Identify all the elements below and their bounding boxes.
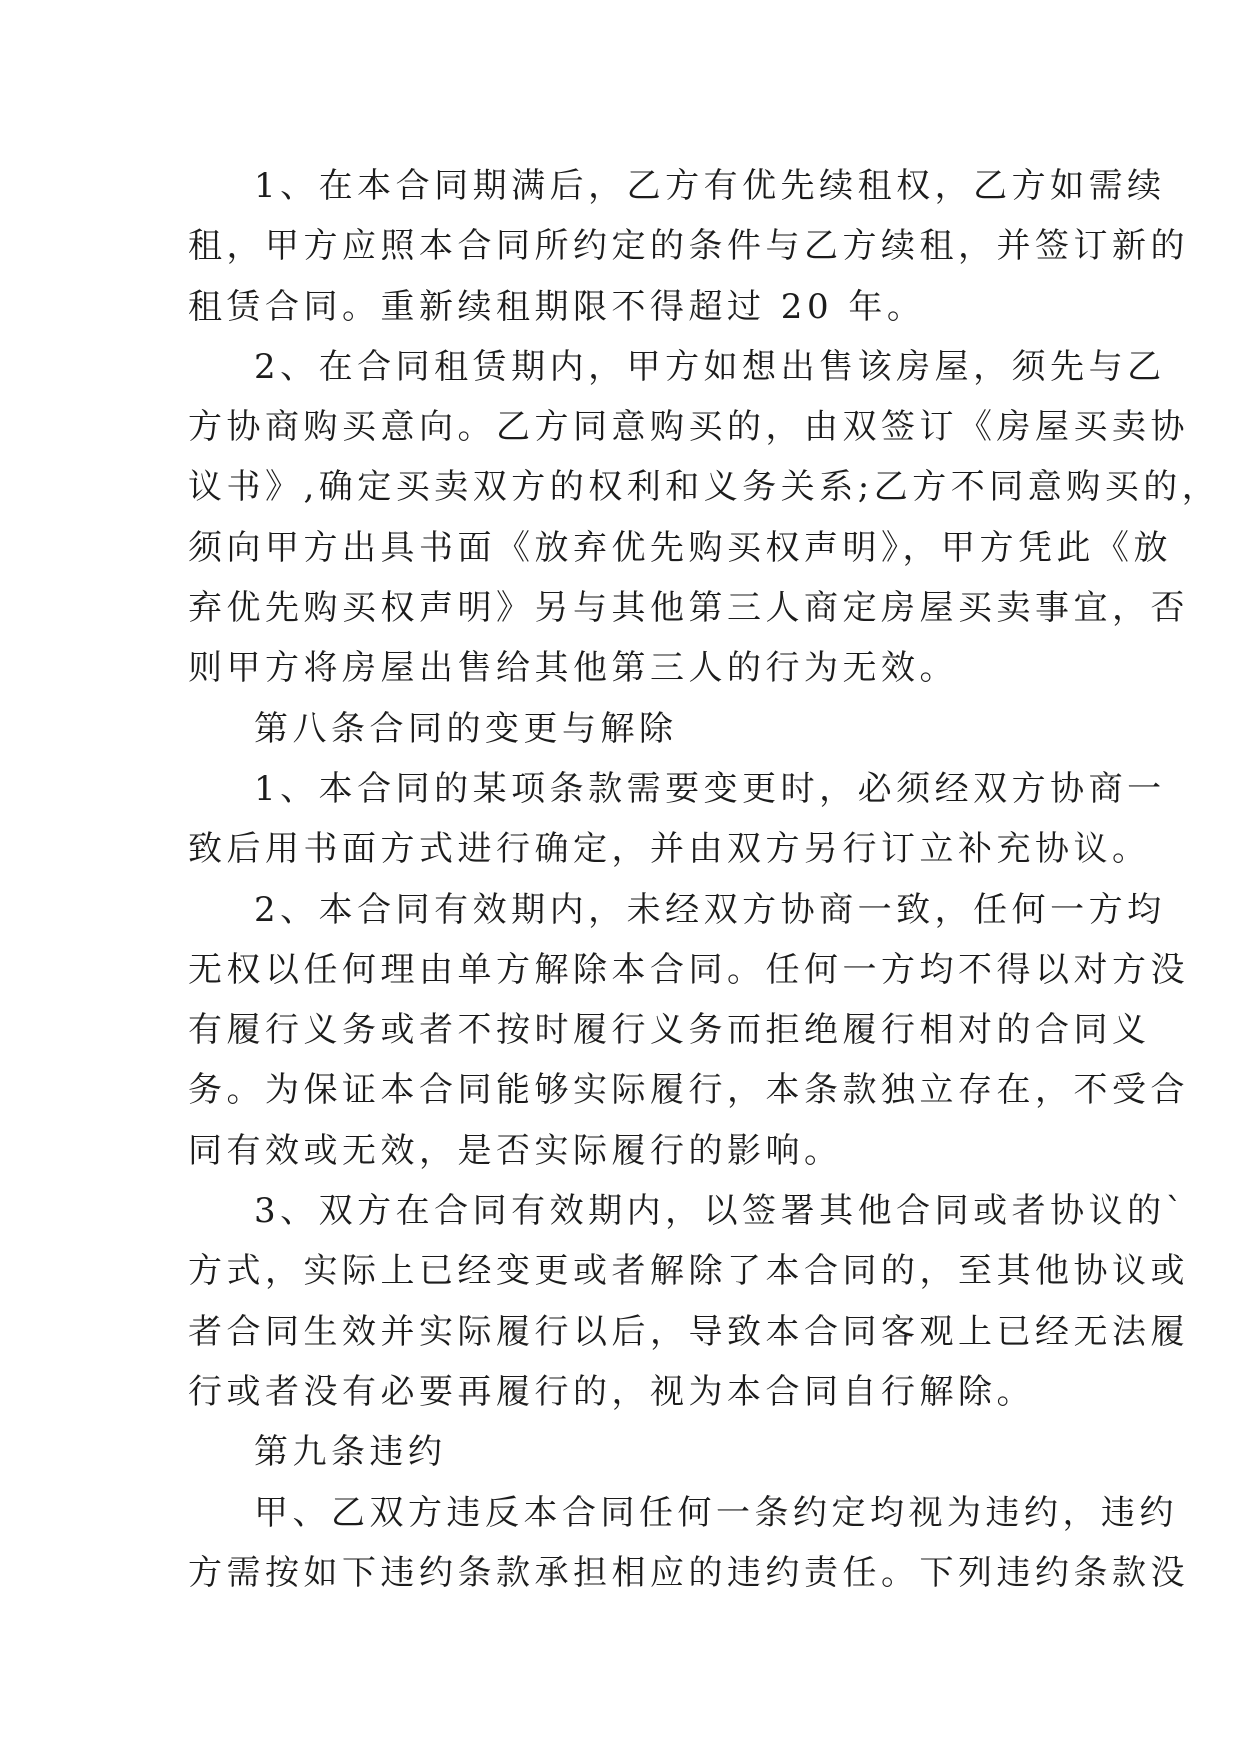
text-line: 方需按如下违约条款承担相应的违约责任。下列违约条款没: [188, 1552, 1189, 1593]
text-line: 无权以任何理由单方解除本合同。任何一方均不得以对方没: [188, 949, 1189, 990]
text-line: 租，甲方应照本合同所约定的条件与乙方续租，并签订新的: [188, 226, 1189, 267]
document-body: [188, 156, 1221, 1603]
text-line: 行或者没有必要再履行的，视为本合同自行解除。: [188, 1371, 1035, 1412]
text-line: 2、在合同租赁期内，甲方如想出售该房屋，须先与乙: [254, 346, 1166, 387]
text-line: 同有效或无效，是否实际履行的影响。: [188, 1130, 843, 1171]
text-line: 须向甲方出具书面《放弃优先购买权声明》，甲方凭此《放: [188, 527, 1172, 568]
text-line: 务。为保证本合同能够实际履行，本条款独立存在，不受合: [188, 1070, 1189, 1111]
text-line: 弃优先购买权声明》另与其他第三人商定房屋买卖事宜，否: [188, 588, 1189, 629]
text-line: 1、本合同的某项条款需要变更时，必须经双方协商一: [254, 768, 1166, 809]
text-line: 1、在本合同期满后，乙方有优先续租权，乙方如需续: [254, 166, 1166, 206]
text-line: 方式，实际上已经变更或者解除了本合同的，至其他协议或: [188, 1251, 1189, 1292]
text-line: 2、本合同有效期内，未经双方协商一致，任何一方均: [254, 889, 1166, 930]
text-line: 方协商购买意向。乙方同意购买的，由双签订《房屋买卖协: [188, 407, 1189, 448]
text-line: 有履行义务或者不按时履行义务而拒绝履行相对的合同义: [188, 1010, 1151, 1051]
text-line: 则甲方将房屋出售给其他第三人的行为无效。: [188, 648, 958, 689]
text-line: 者合同生效并实际履行以后，导致本合同客观上已经无法履: [188, 1311, 1189, 1352]
text-line: 3、双方在合同有效期内，以签署其他合同或者协议的`: [254, 1191, 1188, 1232]
text-line: 致后用书面方式进行确定，并由双方另行订立补充协议。: [188, 829, 1151, 870]
section-heading: 第九条违约: [254, 1432, 447, 1473]
text-line: 甲、乙双方违反本合同任何一条约定均视为违约，违约: [254, 1492, 1178, 1533]
text-line: 租赁合同。重新续租期限不得超过 20 年。: [188, 286, 926, 327]
section-heading: 第八条合同的变更与解除: [254, 708, 678, 749]
text-line: 议书》,确定买卖双方的权利和义务关系;乙方不同意购买的，: [188, 467, 1221, 508]
